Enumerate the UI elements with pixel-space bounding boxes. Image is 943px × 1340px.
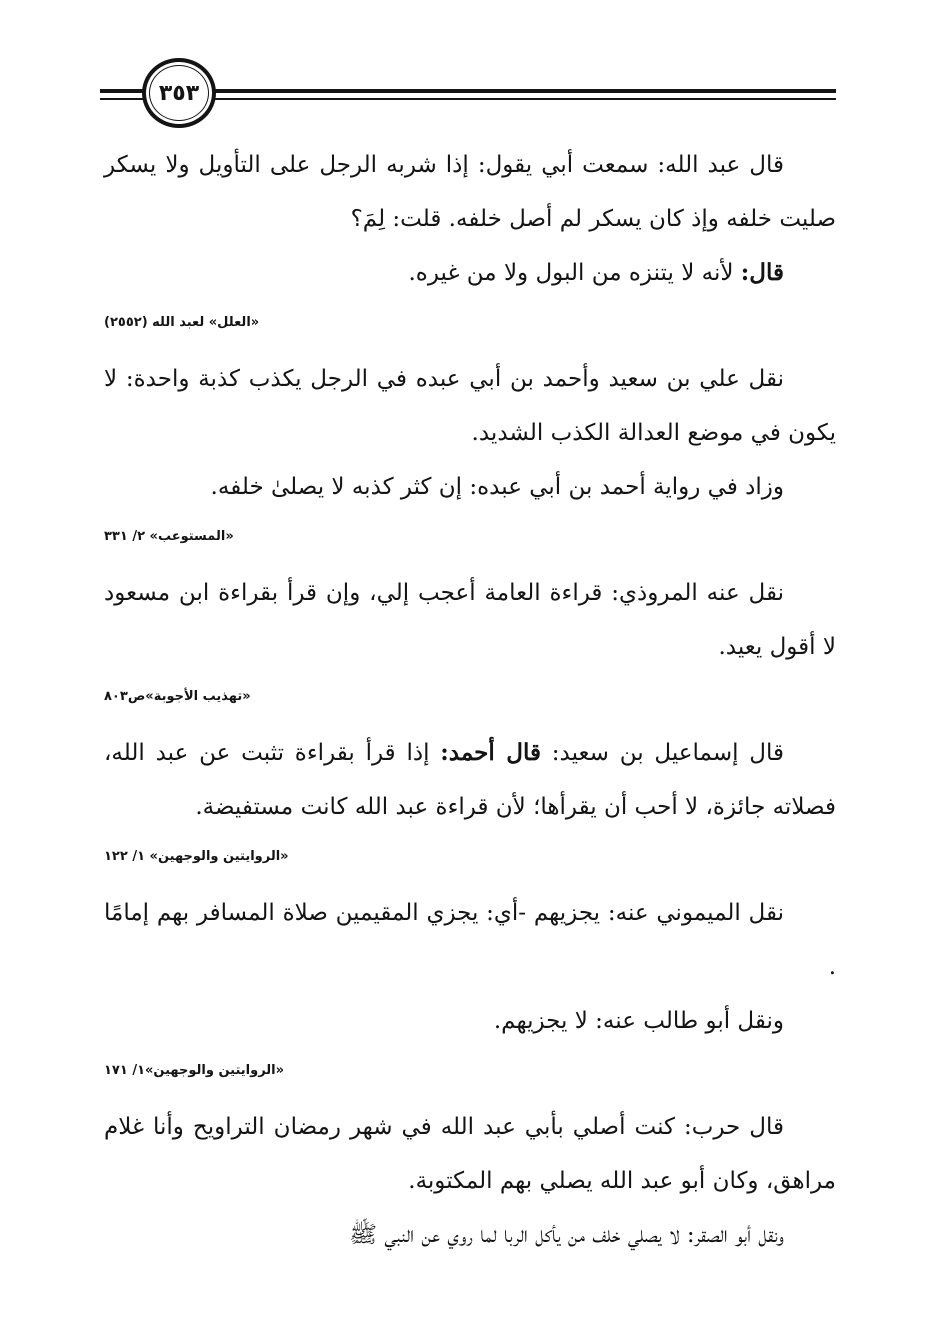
paragraph [104, 1208, 836, 1262]
source-citation: «تهذيب الأجوبة»ص٨٠٣ [104, 689, 251, 704]
page-number-badge [142, 58, 216, 128]
paragraph [104, 994, 836, 1048]
paragraph-text: نقل علي بن سعيد وأحمد بن أبي عبده في الرجل يكذب كذبة واحدة: لا يكون في موضع العدالة الكذب الشديد. [104, 366, 836, 446]
paragraph [104, 352, 836, 460]
paragraph-lead: قال: [740, 259, 784, 286]
paragraph [104, 138, 836, 246]
paragraph [104, 566, 836, 674]
page-body [104, 138, 836, 1262]
paragraph-text: قال إسماعيل بن سعيد: [540, 740, 784, 766]
source-citation: «الروايتين والوجهين»١/ ١٧١ [104, 1063, 285, 1078]
paragraph-bold: قال أحمد: [440, 739, 541, 766]
source-citation: «العلل» لعبد الله (٢٥٥٢) [104, 315, 260, 330]
paragraph-text: وزاد في رواية أحمد بن أبي عبده: إن كثر كذبه لا يصلىٰ خلفه. [210, 474, 784, 500]
paragraph-text: نقل الميموني عنه: يجزيهم -أي: يجزي المقيمين صلاة المسافر بهم إمامًا . [104, 900, 836, 980]
paragraph-text: ونقل أبو طالب عنه: لا يجزيهم. [493, 1008, 784, 1034]
paragraph [104, 726, 836, 834]
paragraph-text: نقل عنه المروذي: قراءة العامة أعجب إلي، وإن قرأ بقراءة ابن مسعود لا أقول يعيد. [104, 580, 836, 660]
paragraph [104, 886, 836, 994]
paragraph-text: إذا قرأ بقراءة تثبت عن عبد الله، فصلاته جائزة، لا أحب أن يقرأها؛ لأن قراءة عبد الله كانت مستفيضة. [104, 740, 836, 820]
paragraph-text: قال عبد الله: سمعت أبي يقول: إذا شربه الرجل على التأويل ولا يسكر صليت خلفه وإذ كان يسكر لم أصل خلفه. قلت: لِمَ؟ [104, 152, 836, 232]
paragraph [104, 460, 836, 514]
paragraph-text: قال حرب: كنت أصلي بأبي عبد الله في شهر رمضان التراويح وأنا غلام مراهق، وكان أبو عبد الله يصلي بهم المكتوبة. [104, 1114, 836, 1194]
page-number: ٣٥٣ [149, 65, 209, 121]
page-header [100, 52, 836, 132]
source-citation: «الروايتين والوجهين» ١/ ١٢٢ [104, 849, 289, 864]
paragraph [104, 246, 836, 300]
paragraph-text: لأنه لا يتنزه من البول ولا من غيره. [408, 260, 734, 286]
source-citation: «المستوعب» ٢/ ٣٣١ [104, 529, 234, 544]
paragraph-text: ونقل أبو الصقر: لا يصلي خلف من يأكل الربا لما روي عن النبي ﷺ [349, 1222, 784, 1248]
paragraph [104, 1100, 836, 1208]
